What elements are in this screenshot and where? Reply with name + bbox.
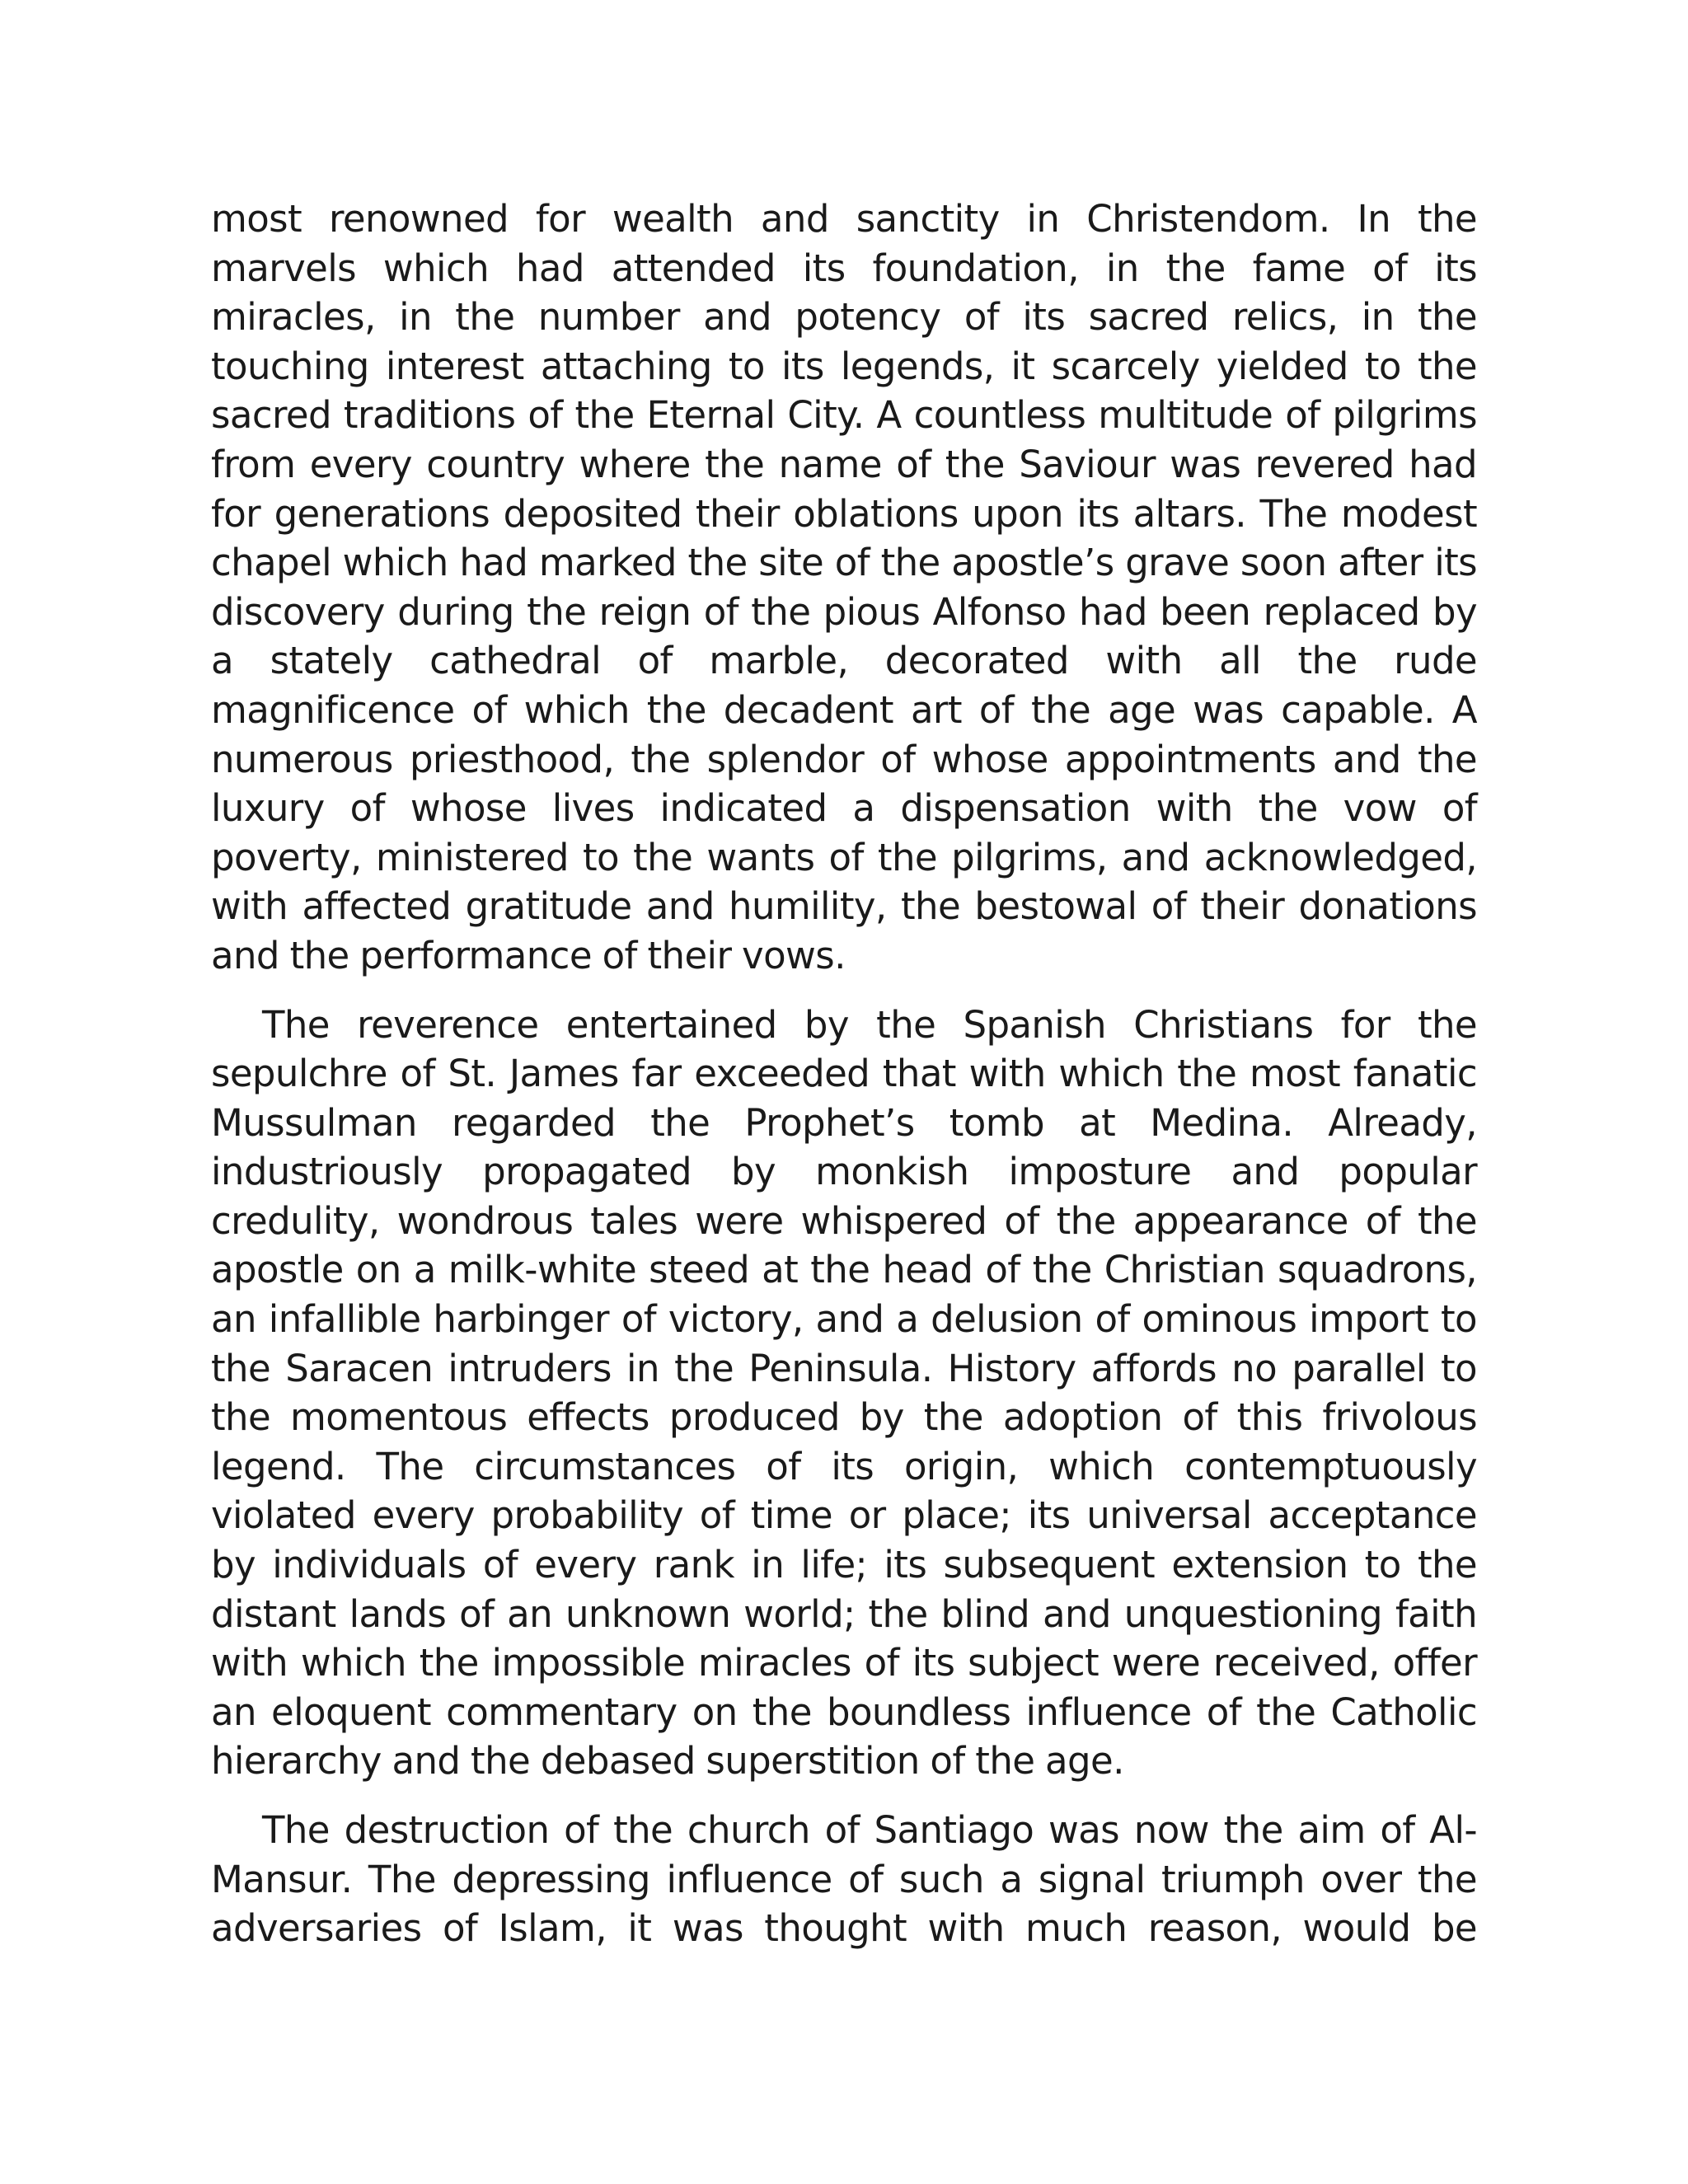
paragraph-2: The reverence entertained by the Spanish Christians for the sepulchre of St. James far exceeded that with which the most fanatic Mussulman regarded the Prophet’s tomb at Medina. Already, industriously propagated by monkish imposture and popular credulity, wondrous tales were whispered of the appearance of the apostle on a milk-white steed at the head of the Christian squadrons, an infallible harbinger of victory, and a delusion of ominous import to the Saracen intruders in the Peninsula. History affords no parallel to the momentous effects produced by the adoption of this frivolous legend. The circumstances of its origin, which contemptuously violated every probability of time or place; its universal acceptance by individuals of every rank in life; its subsequent extension to the distant lands of an unknown world; the blind and unquestioning faith with which the impossible miracles of its subject were received, offer an eloquent commentary on the boundless influence of the Catholic hierarchy and the debased superstition of the age. [211, 1002, 1477, 1783]
book-page [211, 194, 1477, 1953]
paragraph-1: most renowned for wealth and sanctity in Christendom. In the marvels which had attended its foundation, in the fame of its miracles, in the number and potency of its sacred relics, in the touching interest attaching to its legends, it scarcely yielded to the sacred traditions of the Eternal City. A countless multitude of pilgrims from every country where the name of the Saviour was revered had for generations deposited their oblations upon its altars. The modest chapel which had marked the site of the apostle’s grave soon after its discovery during the reign of the pious Alfonso had been replaced by a stately cathedral of marble, decorated with all the rude magnificence of which the decadent art of the age was capable. A numerous priesthood, the splendor of whose appointments and the luxury of whose lives indicated a dispensation with the vow of poverty, ministered to the wants of the pilgrims, and acknowledged, with affected gratitude and humility, the bestowal of their donations and the performance of their vows. [211, 197, 1477, 977]
paragraph-3: The destruction of the church of Santiago was now the aim of Al-Mansur. The depressing influence of such a signal triumph over the adversaries of Islam, it was thought with much reason, would be [211, 1808, 1477, 1951]
